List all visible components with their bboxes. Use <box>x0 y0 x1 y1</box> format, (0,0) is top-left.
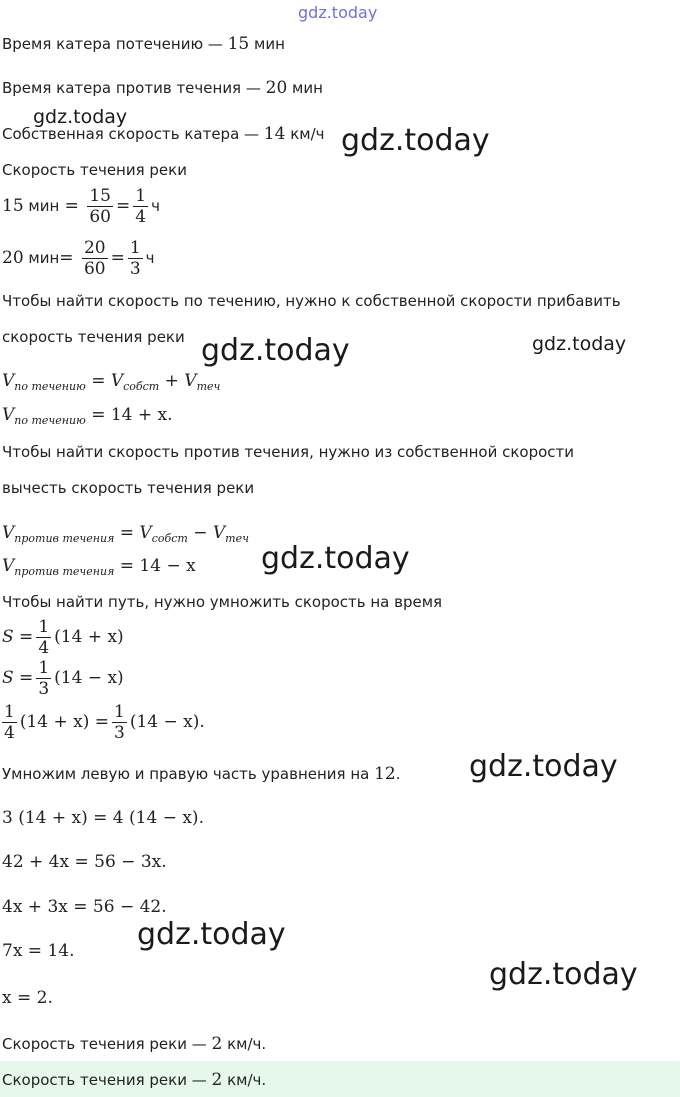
conv-value: 20 <box>2 248 24 268</box>
fraction: $\frac{1}{3}$ <box>114 702 125 743</box>
watermark: gdz.today <box>261 541 410 576</box>
fraction: $\frac{1}{3}$ <box>129 238 141 279</box>
solve-equation-1: 3 (14 + x) = 4 (14 − x). <box>2 808 204 828</box>
conv-unit: ч <box>151 197 160 215</box>
given-unit: км/ч <box>285 125 325 143</box>
solve-equation-5: x = 2. <box>2 988 53 1008</box>
path-rule: Чтобы найти путь, нужно умножить скорость на время <box>2 593 443 611</box>
watermark-top: gdz.today <box>298 3 378 22</box>
fraction: $\frac{20}{60}$ <box>83 238 106 279</box>
solve-equation-3: 4x + 3x = 56 − 42. <box>2 897 167 917</box>
solve-equation-4: 7x = 14. <box>2 941 75 961</box>
path-formula-upstream: S = $\frac{1}{3}$ (14 − x) <box>2 658 124 699</box>
conv-value: 15 <box>2 196 24 216</box>
given-unit: мин <box>249 35 285 53</box>
downstream-formula-general: $V_{по течению} = V_{собст} + V_{теч}$ <box>2 371 221 393</box>
conv-unit: ч <box>145 249 155 267</box>
given-time-upstream <box>2 79 323 97</box>
fraction: $\frac{1}{4}$ <box>135 186 147 227</box>
solve-step-intro: Умножим левую и правую часть уравнения на 12. <box>2 764 401 784</box>
given-unit: мин <box>287 79 323 97</box>
given-value: 20 <box>265 78 288 98</box>
given-label: Время катера против течения — <box>2 79 266 97</box>
upstream-rule-1: Чтобы найти скорость против течения, нужно из собственной скорости <box>2 443 575 461</box>
conv-unit: мин <box>23 249 60 267</box>
given-own-speed <box>2 125 325 143</box>
watermark: gdz.today <box>469 749 618 784</box>
fraction: $\frac{1}{3}$ <box>38 658 50 699</box>
downstream-formula-value: $V_{по течению} = 14 + x$. <box>2 405 173 427</box>
fraction: $\frac{15}{60}$ <box>89 186 111 227</box>
watermark: gdz.today <box>341 123 490 158</box>
upstream-formula-general: $V_{против течения} = V_{собст} - V_{теч}$ <box>2 523 249 545</box>
conv-unit: мин <box>23 197 60 215</box>
solve-equation-2: 42 + 4x = 56 − 3x. <box>2 852 167 872</box>
watermark: gdz.today <box>137 917 286 952</box>
path-equation: $\frac{1}{4}$ (14 + x) = $\frac{1}{3}$ (14 − x). <box>4 702 205 743</box>
watermark: gdz.today <box>489 957 638 992</box>
given-time-downstream <box>2 35 285 53</box>
downstream-rule-2: скорость течения реки <box>2 328 185 346</box>
upstream-formula-value: $V_{против течения} = 14 - x$ <box>2 556 196 578</box>
conversion-20: 20 мин= $\frac{20}{60}$ = $\frac{1}{3}$ ч <box>2 238 155 279</box>
path-formula-downstream: S = $\frac{1}{4}$ (14 + x) <box>2 617 124 658</box>
fraction: $\frac{1}{4}$ <box>4 702 15 743</box>
watermark: gdz.today <box>201 333 350 368</box>
answer-line: Скорость течения реки — 2 км/ч. <box>2 1034 267 1054</box>
fraction: $\frac{1}{4}$ <box>38 617 50 658</box>
answer-highlighted: Скорость течения реки — 2 км/ч. <box>2 1070 267 1090</box>
upstream-rule-2: вычесть скорость течения реки <box>2 479 255 497</box>
given-value: 14 <box>263 124 286 144</box>
given-value: 15 <box>227 34 250 54</box>
watermark: gdz.today <box>33 106 128 128</box>
given-label: Время катера потечению — <box>2 35 228 53</box>
conversion-15: 15 мин = $\frac{15}{60}$ = $\frac{1}{4}$ ч <box>2 186 160 227</box>
given-current-speed: Скорость течения реки <box>2 161 187 179</box>
given-label: Собственная скорость катера — <box>2 125 264 143</box>
watermark: gdz.today <box>532 333 627 355</box>
downstream-rule-1: Чтобы найти скорость по течению, нужно к собственной скорости прибавить <box>2 292 621 310</box>
